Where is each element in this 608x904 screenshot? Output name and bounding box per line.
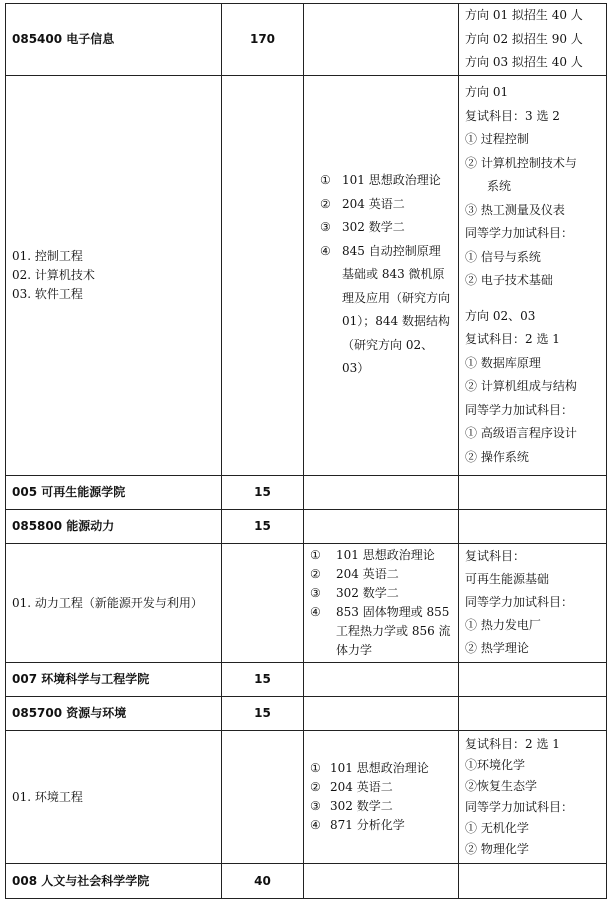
exam-item: ④ 845 自动控制原理基础或 843 微机原理及应用（研究方向 01）；844 数据结构（研究方向 02、03） — [320, 243, 451, 376]
exam-subjects-cell — [304, 730, 459, 863]
table-row — [6, 730, 607, 863]
exam-item: ① 101 思想政治理论 — [320, 173, 441, 188]
college-name: 005 可再生能源学院 — [6, 475, 222, 509]
note-line: ①环境化学 — [465, 757, 526, 772]
exam-item: ③ 302 数学二 — [310, 585, 399, 600]
note-line: ② 物理化学 — [465, 841, 529, 856]
note-line: ① 信号与系统 — [465, 249, 541, 264]
exam-item: ② 204 英语二 — [310, 566, 399, 581]
note-line: ② 热学理论 — [465, 641, 529, 655]
research-direction: 01. 环境工程 — [6, 730, 222, 863]
note-line: ② 电子技术基础 — [465, 273, 553, 287]
table-row — [6, 696, 607, 730]
exam-item: ② 204 英语二 — [310, 779, 393, 794]
exam-subjects-cell — [304, 509, 459, 543]
note-line: 复试科目：2 选 1 — [465, 736, 560, 751]
exam-item: ④ 853 固体物理或 855 工程热力学或 856 流体力学 — [310, 604, 451, 657]
table-row — [6, 662, 607, 696]
note-line: ① 热力发电厂 — [465, 618, 541, 632]
enrollment-count: 15 — [222, 662, 304, 696]
note-line: ① 高级语言程序设计 — [465, 426, 577, 440]
table-row — [6, 543, 607, 662]
enrollment-count-empty — [222, 730, 304, 863]
notes-cell — [459, 730, 607, 863]
exam-subjects-cell — [304, 863, 459, 898]
exam-item: ④ 871 分析化学 — [310, 817, 405, 832]
exam-subjects-cell — [304, 696, 459, 730]
table-row — [6, 475, 607, 509]
direction-item: 02. 计算机技术 — [12, 267, 95, 282]
note-line: 方向 03 拟招生 40 人 — [465, 55, 583, 69]
note-line: 同等学力加试科目： — [465, 799, 574, 814]
notes-cell — [459, 543, 607, 662]
table-row — [6, 4, 607, 76]
enrollment-count-empty — [222, 543, 304, 662]
direction-item: 01. 控制工程 — [12, 248, 83, 263]
notes-cell — [459, 509, 607, 543]
note-line: ②恢复生态学 — [465, 778, 538, 793]
program-code-name: 085800 能源动力 — [6, 509, 222, 543]
notes-cell — [459, 475, 607, 509]
notes-cell — [459, 662, 607, 696]
note-line: 方向 01 — [465, 85, 509, 99]
exam-item: ③ 302 数学二 — [310, 798, 393, 813]
note-line: ② 计算机控制技术与 — [465, 155, 577, 170]
enrollment-count-empty — [222, 75, 304, 475]
note-line: ③ 热工测量及仪表 — [465, 202, 565, 217]
college-name: 007 环境科学与工程学院 — [6, 662, 222, 696]
note-line: 方向 01 拟招生 40 人 — [465, 8, 583, 22]
exam-item: ③ 302 数学二 — [320, 220, 405, 235]
notes-cell — [459, 863, 607, 898]
enrollment-count: 40 — [222, 863, 304, 898]
exam-subjects-cell — [304, 475, 459, 509]
program-code-name: 085400 电子信息 — [6, 4, 222, 76]
exam-item: ② 204 英语二 — [320, 196, 405, 211]
note-line: 方向 02、03 — [465, 308, 536, 323]
table-row — [6, 509, 607, 543]
exam-item: ① 101 思想政治理论 — [310, 760, 429, 775]
note-line: ② 计算机组成与结构 — [465, 379, 577, 393]
notes-cell — [459, 4, 607, 76]
note-line: ② 操作系统 — [465, 449, 529, 464]
note-line: 系统 — [487, 179, 512, 193]
note-line: 复试科目： — [465, 549, 526, 563]
note-line: 同等学力加试科目： — [465, 402, 574, 417]
college-name: 008 人文与社会科学学院 — [6, 863, 222, 898]
table-row — [6, 863, 607, 898]
exam-subjects-cell — [304, 75, 459, 475]
research-direction: 01. 动力工程（新能源开发与利用） — [6, 543, 222, 662]
note-line: 同等学力加试科目： — [465, 226, 574, 240]
note-line: ① 数据库原理 — [465, 355, 541, 370]
notes-cell — [459, 696, 607, 730]
note-line: 可再生能源基础 — [465, 572, 550, 586]
program-code-name: 085700 资源与环境 — [6, 696, 222, 730]
exam-item: ① 101 思想政治理论 — [310, 547, 435, 562]
admissions-table — [5, 3, 607, 899]
note-line: ① 过程控制 — [465, 132, 529, 146]
enrollment-count: 15 — [222, 509, 304, 543]
enrollment-count: 170 — [222, 4, 304, 76]
note-line: 方向 02 拟招生 90 人 — [465, 31, 583, 46]
note-line: 复试科目：3 选 2 — [465, 108, 560, 123]
note-line: ① 无机化学 — [465, 820, 529, 835]
enrollment-count: 15 — [222, 475, 304, 509]
note-line: 同等学力加试科目： — [465, 595, 574, 609]
exam-subjects-cell — [304, 4, 459, 76]
direction-item: 03. 软件工程 — [12, 286, 83, 301]
note-line: 复试科目：2 选 1 — [465, 332, 560, 346]
exam-subjects-cell — [304, 662, 459, 696]
enrollment-count: 15 — [222, 696, 304, 730]
table-row — [6, 75, 607, 475]
notes-cell — [459, 75, 607, 475]
exam-subjects-cell — [304, 543, 459, 662]
research-directions-cell — [6, 75, 222, 475]
